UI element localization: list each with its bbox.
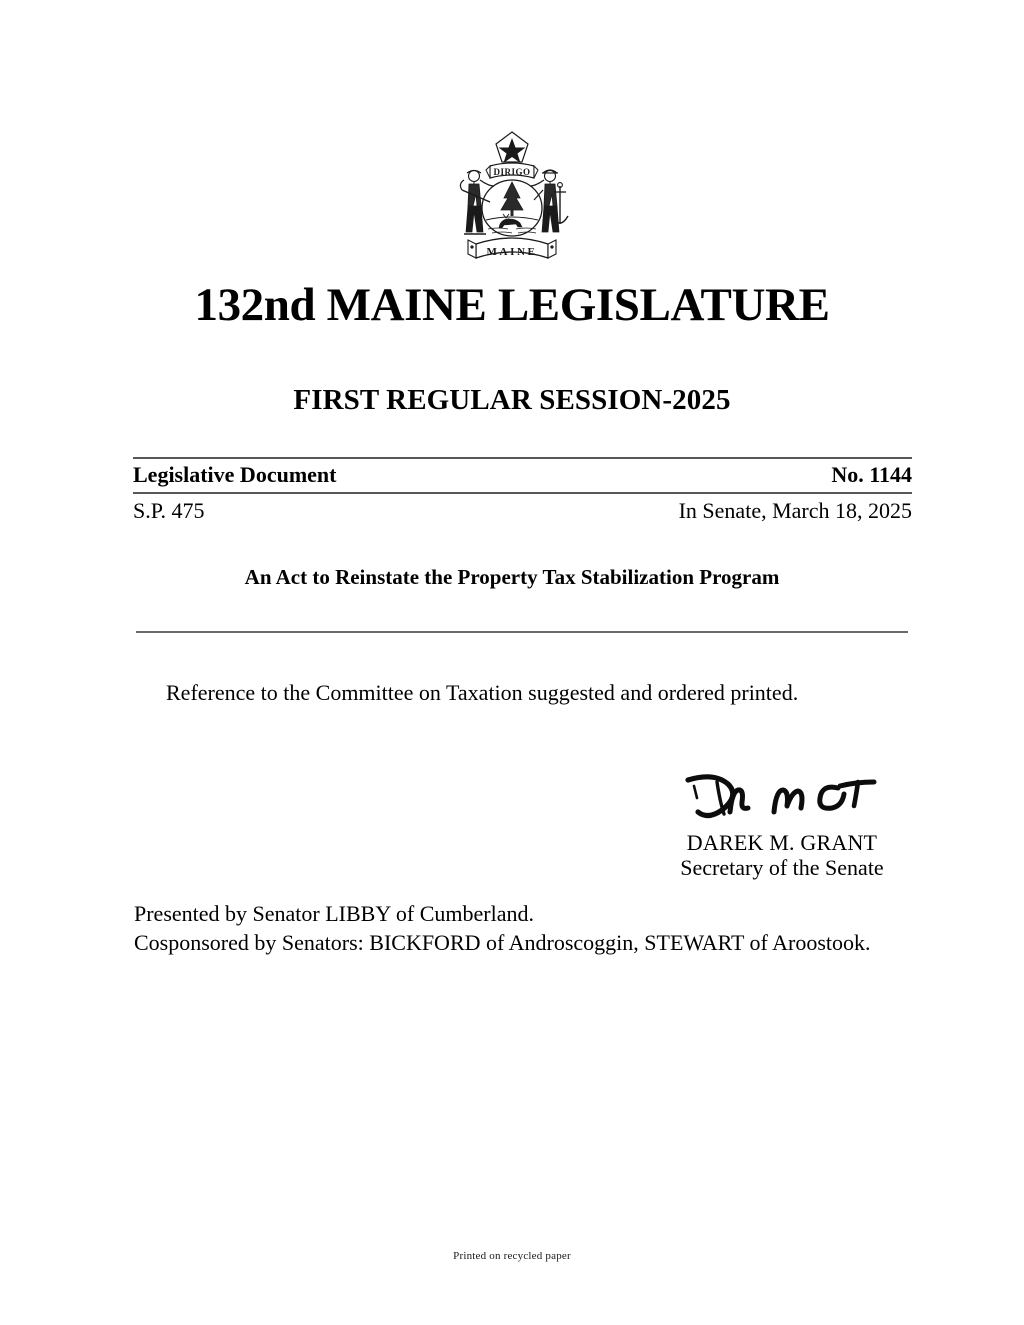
sponsors-block: [134, 899, 871, 958]
legislative-document-number: No. 1144: [831, 462, 912, 487]
handwritten-signature-icon: [670, 768, 894, 826]
cosponsored-by-line: Cosponsored by Senators: BICKFORD of Androscoggin, STEWART of Aroostook.: [134, 930, 871, 956]
legislature-title: 132nd MAINE LEGISLATURE: [194, 279, 830, 331]
divider-rule-middle: [133, 492, 912, 494]
svg-text:DIRIGO: DIRIGO: [493, 167, 531, 177]
recycled-paper-note: Printed on recycled paper: [453, 1250, 571, 1262]
act-title: An Act to Reinstate the Property Tax Stabilization Program: [244, 565, 780, 589]
presented-by-line: Presented by Senator LIBBY of Cumberland.: [134, 901, 534, 926]
maine-state-seal-icon: [446, 128, 578, 268]
signatory-name: DAREK M. GRANT: [686, 830, 878, 855]
senate-paper-number: S.P. 475: [133, 498, 205, 523]
signatory-role: Secretary of the Senate: [680, 855, 884, 881]
maine-state-seal-container: [0, 128, 1024, 268]
divider-rule-top: [133, 457, 912, 459]
signature-block: [656, 768, 908, 881]
chamber-date: In Senate, March 18, 2025: [678, 498, 912, 523]
legislative-document-label: Legislative Document: [133, 462, 337, 487]
session-title: FIRST REGULAR SESSION-2025: [293, 384, 731, 416]
legislative-document-row: [133, 462, 912, 488]
committee-reference-line: Reference to the Committee on Taxation suggested and ordered printed.: [166, 680, 799, 705]
paper-number-row: [133, 498, 912, 524]
svg-text:MAINE: MAINE: [486, 246, 538, 258]
divider-rule-bottom: [136, 631, 908, 633]
